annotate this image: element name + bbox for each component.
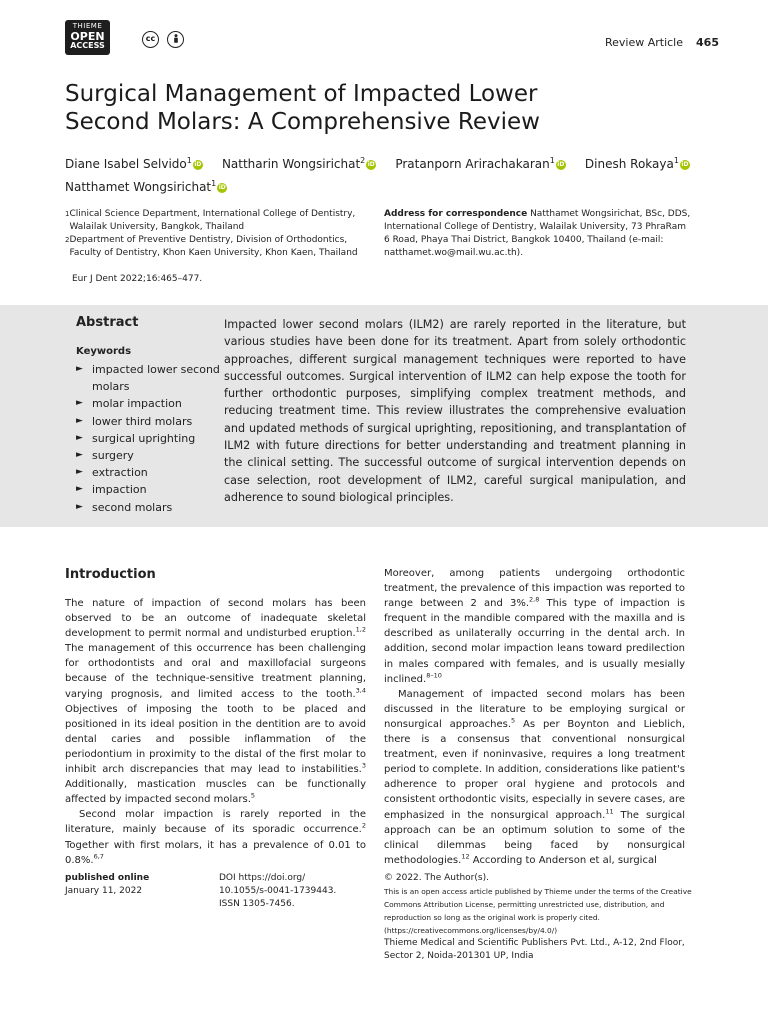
copyright: © 2022. The Author(s). xyxy=(384,873,489,883)
correspondence xyxy=(384,208,694,260)
orcid-icon[interactable]: iD xyxy=(557,161,565,168)
body-column-left xyxy=(65,596,366,868)
arrow-icon: ► xyxy=(76,364,83,374)
author: Diane Isabel Selvido$^1$ iD xyxy=(65,156,202,171)
article-type: Review Article xyxy=(604,36,683,49)
logo-line-1: THIEME xyxy=(72,22,103,30)
publisher: Thieme Medical and Scientific Publishers Pvt. Ltd., A-12, 2nd Floor, Sector 2, Noida-201301 UP, India xyxy=(384,938,685,961)
issn: ISSN 1305-7456. xyxy=(219,899,295,909)
body-paragraph: The nature of impaction of second molars has been observed to be an outcome of inadequate skeletal development to permit normal and undisturbed eruption.$^{1,2}$ The management of this occurrence has been challenging for orthodontists and oral and maxillofacial surgeons because of the technique-sensitive treatment planning, varying prognosis, and limited access to the tooth.$^{3,4}$ Objectives of imposing the tooth to be placed and positioned in its ideal position in the dentition are to avoid dental caries and possible inflammation of the periodontium in proximity to the distal of the first molar to inhibit arch discrepancies that may lead to instabilities.$^3$ Additionally, mastication muscles can be functionally affected by impacted second molars.$^5$ xyxy=(65,598,366,806)
creative-commons-icon: cc xyxy=(142,31,159,48)
doi-label[interactable]: DOI https://doi.org/ xyxy=(219,873,306,883)
body-paragraph: Moreover, among patients undergoing orthodontic treatment, the prevalence of this impaction was reported to range between 2 and 3%.$^{2,8}$ This type of impaction is frequent in the mandible compared with the maxilla and is described as unilaterally occurring in the dental arch. In addition, second molar impaction leans toward predilection in males compared with females, and is usually mesially inclined.$^{8-10}$ xyxy=(384,568,685,685)
published-date: January 11, 2022 xyxy=(65,886,143,896)
keywords-heading: Keywords xyxy=(76,346,132,357)
citation-ref[interactable]: 2 xyxy=(361,822,366,831)
arrow-icon: ► xyxy=(76,450,83,461)
keyword-item: ► second molars xyxy=(76,499,221,516)
title-line-1: Surgical Management of Impacted Lower xyxy=(65,81,538,107)
citation-ref[interactable]: 1,2 xyxy=(355,625,366,634)
orcid-icon[interactable]: iD xyxy=(194,161,202,168)
citation-ref[interactable]: 8–10 xyxy=(426,671,442,680)
arrow-icon: ► xyxy=(76,398,83,409)
affiliation: 1 Clinical Science Department, International College of Dentistry, Walailak University, Bangkok, Thailand xyxy=(65,209,356,232)
attribution-icon xyxy=(167,31,184,48)
orcid-icon[interactable]: iD xyxy=(367,161,375,168)
author: Nattharin Wongsirichat$^2$ iD xyxy=(221,156,375,171)
logo-line-2: OPEN xyxy=(70,30,105,43)
keyword-item: ► molar impaction xyxy=(76,395,221,412)
page-number: 465 xyxy=(696,36,719,49)
arrow-icon: ► xyxy=(76,432,83,443)
published-label: published online xyxy=(65,873,150,883)
article-title xyxy=(65,80,625,136)
title-line-2: Second Molars: A Comprehensive Review xyxy=(65,109,540,135)
keyword-item: ► impaction xyxy=(76,481,221,498)
keyword-item: ► impacted lower second molars xyxy=(76,361,221,395)
body-paragraph: Management of impacted second molars has been discussed in the literature to be employing surgical or nonsurgical approaches.$^5$ As per Boynton and Lieblich, there is a consensus that conventional nonsurgical treatment, even if noninvasive, requires a long treatment period to complete. In addition, considerations like patient's adherence to proper oral hygiene and protocols and consistent orthodontic visits, especially in severe cases, are emphasized in the nonsurgical approach.$^{11}$ The surgical approach can be an optimum solution to some of the clinical dilemmas being faced by nonsurgical methodologies.$^{12}$ According to Anderson et al, surgical xyxy=(384,688,685,866)
citation-ref[interactable]: 5 xyxy=(250,791,256,800)
publication-info xyxy=(65,872,149,898)
doi-block xyxy=(219,872,369,911)
citation: Eur J Dent 2022;16:465–477. xyxy=(72,274,203,284)
license-text: This is an open access article published by Thieme under the terms of the Creative Commons Attribution License, permitting unrestricted use, distribution, and reproduction so long as the original work is properly cited. (https://creativecommons.org/licenses/by/4.0/) xyxy=(384,887,692,935)
citation-ref[interactable]: 11 xyxy=(605,807,614,816)
arrow-icon: ► xyxy=(76,501,83,512)
correspondence-text: Natthamet Wongsirichat, BSc, DDS, International College of Dentistry, Walailak University, 73 PhraRam 6 Road, Phaya Thai District, Bangkok 10400, Thailand (e-mail: natthamet.wo@mail.wu.ac.th). xyxy=(384,209,691,258)
keyword-item: ► lower third molars xyxy=(76,413,221,430)
citation-ref[interactable]: 3 xyxy=(361,761,366,770)
citation-ref[interactable]: 2,8 xyxy=(529,595,540,604)
keyword-item: ► surgical uprighting xyxy=(76,430,221,447)
affiliation: 2 Department of Preventive Dentistry, Division of Orthodontics, Faculty of Dentistry, Khon Kaen University, Khon Kaen, Thailand xyxy=(65,235,358,258)
author: Natthamet Wongsirichat$^1$ iD xyxy=(65,179,226,194)
citation-ref[interactable]: 12 xyxy=(461,852,470,861)
body-paragraph: Second molar impaction is rarely reported in the literature, mainly because of its sporadic occurrence.$^2$ Together with first molars, it has a prevalence of 0.01 to 0.8%.$^{6,7}$ xyxy=(65,809,366,866)
arrow-icon: ► xyxy=(76,415,83,426)
keyword-item: ► extraction xyxy=(76,464,221,481)
author: Pratanporn Arirachakaran$^1$ iD xyxy=(395,156,565,171)
arrow-icon: ► xyxy=(76,484,83,495)
author-list xyxy=(65,151,705,197)
affiliations xyxy=(65,208,365,260)
abstract-heading: Abstract xyxy=(76,315,139,330)
arrow-icon: ► xyxy=(76,467,83,478)
correspondence-label: Address for correspondence xyxy=(384,209,528,219)
citation-ref[interactable]: 5 xyxy=(511,716,516,725)
keyword-item: ► surgery xyxy=(76,447,221,464)
doi-value[interactable]: 10.1055/s-0041-1739443. xyxy=(219,886,337,896)
citation-ref[interactable]: 3,4 xyxy=(355,686,366,695)
author: Dinesh Rokaya$^1$ iD xyxy=(584,156,689,171)
introduction-heading: Introduction xyxy=(65,567,156,582)
orcid-icon[interactable]: iD xyxy=(681,161,689,168)
body-column-right xyxy=(384,566,685,868)
keyword-list xyxy=(76,361,221,516)
logo-line-3: ACCESS xyxy=(70,41,105,50)
citation-ref[interactable]: 6,7 xyxy=(93,852,104,861)
license-block xyxy=(384,872,704,963)
abstract-text: Impacted lower second molars (ILM2) are rarely reported in the literature, but various studies have been done for its treatment. Apart from solely orthodontic approaches, different surgical management techniques were reported to have successful outcomes. Surgical intervention of ILM2 can help expose the tooth for further orthodontic purposes, simplifying complex treatment methods, and reducing treatment time. This review illustrates the comprehensive evaluation and updated methods of surgical uprighting, repositioning, and transplantation of ILM2 with future directions for better understanding and treatment planning in the clinical setting. The successful outcome of surgical intervention depends on case selection, root development of ILM2, careful surgical manipulation, and adherence to sound biological principles. xyxy=(224,318,686,504)
thieme-open-access-logo xyxy=(65,20,110,55)
orcid-icon[interactable]: iD xyxy=(218,184,226,191)
